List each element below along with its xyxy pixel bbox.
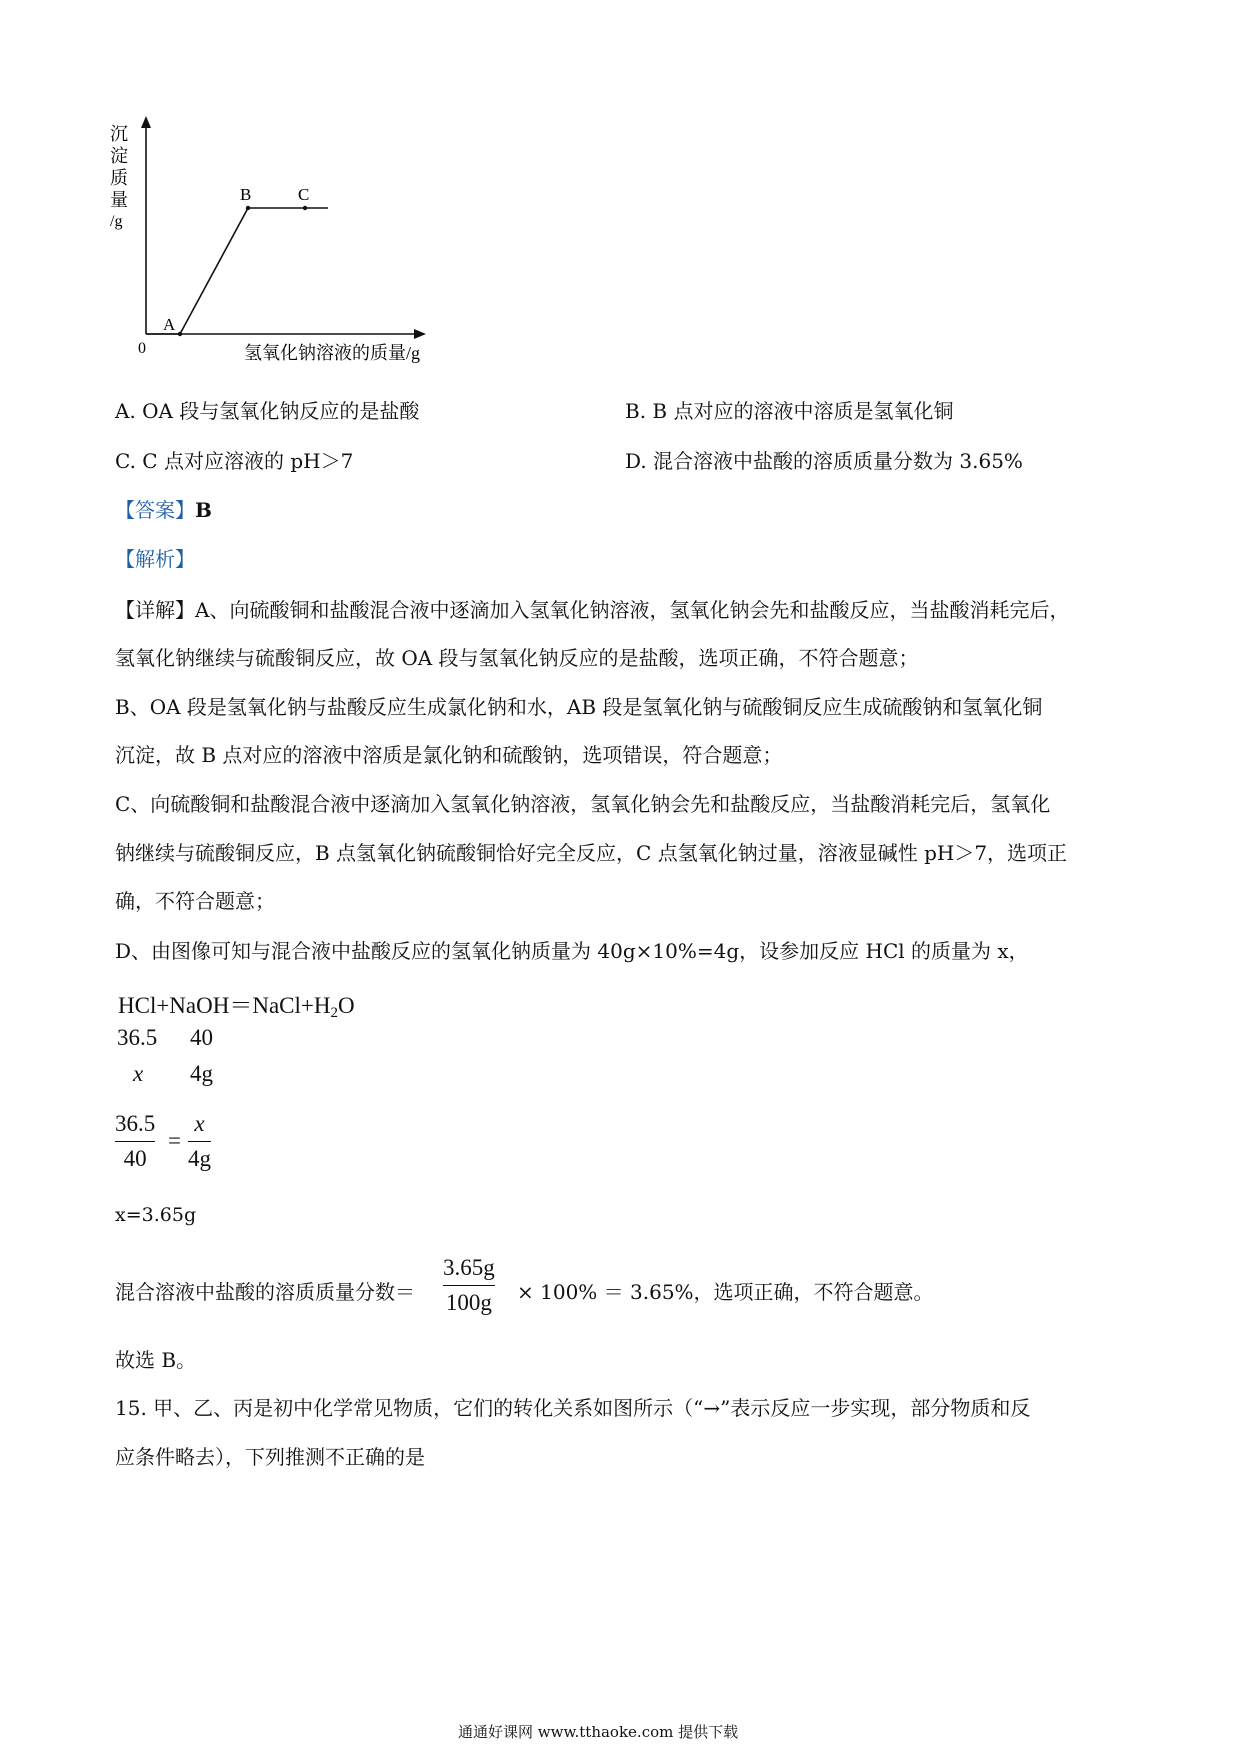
ylabel-char-2: 淀 — [110, 146, 128, 166]
answer-value: B — [195, 498, 212, 522]
page-footer: 通通好课网 www.tthaoke.com 提供下载 — [458, 1723, 739, 1741]
option-c: C. C 点对应溶液的 pH＞7 — [115, 449, 354, 473]
prop-left-den: 40 — [123, 1146, 147, 1171]
conclusion: 故选 B。 — [115, 1348, 197, 1372]
ylabel-char-3: 质 — [110, 168, 128, 188]
q15-line-2: 应条件略去），下列推测不正确的是 — [115, 1445, 425, 1469]
prop-left-bar — [115, 1141, 155, 1142]
graph-svg — [100, 110, 460, 370]
detail-line-7: 确，不符合题意； — [115, 889, 275, 913]
ylabel-char-1: 沉 — [110, 124, 128, 144]
unknown-x: x — [133, 1061, 144, 1086]
percent-den: 100g — [445, 1290, 492, 1315]
water-subscript: 2 — [330, 1005, 338, 1021]
given-4g: 4g — [190, 1061, 213, 1086]
prop-right-den: 4g — [188, 1146, 211, 1171]
origin-label: 0 — [138, 340, 146, 357]
analysis-tag: 【解析】 — [115, 547, 195, 571]
equation-main: HCl+NaOH＝NaCl+H — [118, 993, 331, 1018]
prop-left-num: 36.5 — [115, 1111, 156, 1136]
detail-line-8: D、由图像可知与混合液中盐酸反应的氢氧化钠质量为 40g×10%=4g，设参加反应 HCl 的质量为 x， — [115, 939, 1029, 963]
proportion-right — [188, 1110, 211, 1173]
proportion-left — [115, 1110, 155, 1173]
ylabel-unit: /g — [110, 213, 123, 230]
answer-line — [115, 500, 212, 520]
option-b: B. B 点对应的溶液中溶质是氢氧化铜 — [625, 399, 954, 423]
detail-line-6: 钠继续与硫酸铜反应，B 点氢氧化钠硫酸铜恰好完全反应，C 点氢氧化钠过量，溶液显碱性 pH＞7，选项正 — [115, 841, 1068, 865]
percent-num: 3.65g — [443, 1255, 495, 1280]
result-x: x=3.65g — [115, 1204, 197, 1226]
ylabel-char-4: 量 — [110, 190, 128, 210]
point-b — [246, 206, 250, 210]
percent-prefix: 混合溶液中盐酸的溶质质量分数＝ — [115, 1280, 415, 1304]
detail-line-2: 氢氧化钠继续与硫酸铜反应，故 OA 段与氢氧化钠反应的是盐酸，选项正确，不符合题意； — [115, 646, 919, 670]
x-axis-label: 氢氧化钠溶液的质量/g — [244, 343, 421, 363]
detail-line-5: C、向硫酸铜和盐酸混合液中逐滴加入氢氧化钠溶液，氢氧化钠会先和盐酸反应，当盐酸消耗完后，氢氧化 — [115, 792, 1051, 816]
point-a — [178, 332, 182, 336]
y-axis-arrow — [141, 116, 151, 128]
mass-hcl: 36.5 — [117, 1025, 158, 1050]
label-c: C — [298, 185, 310, 204]
precipitate-graph — [100, 110, 460, 370]
prop-equals: = — [168, 1128, 181, 1153]
detail-text-1: A、向硫酸铜和盐酸混合液中逐滴加入氢氧化钠溶液，氢氧化钠会先和盐酸反应，当盐酸消耗完后， — [195, 598, 1070, 622]
label-b: B — [240, 185, 252, 204]
mass-naoh: 40 — [190, 1025, 213, 1050]
chemical-equation — [118, 987, 355, 1022]
percent-fraction — [443, 1254, 495, 1317]
option-a: A. OA 段与氢氧化钠反应的是盐酸 — [115, 399, 420, 423]
label-a: A — [163, 315, 176, 334]
detail-line-4: 沉淀，故 B 点对应的溶液中溶质是氯化钠和硫酸钠，选项错误，符合题意； — [115, 743, 783, 767]
detail-line-3: B、OA 段是氢氧化钠与盐酸反应生成氯化钠和水，AB 段是氢氧化钠与硫酸铜反应生成硫酸钠和氢氧化铜 — [115, 695, 1043, 719]
answer-tag: 【答案】 — [115, 498, 195, 522]
equation-tail: O — [337, 993, 355, 1018]
option-d: D. 混合溶液中盐酸的溶质质量分数为 3.65% — [625, 449, 1023, 473]
percent-suffix: × 100% ＝ 3.65%，选项正确，不符合题意。 — [517, 1280, 934, 1304]
detail-line-1 — [115, 600, 1069, 620]
prop-right-bar — [188, 1141, 211, 1142]
percent-bar — [443, 1285, 495, 1286]
x-axis-arrow — [414, 329, 426, 339]
prop-right-num: x — [194, 1111, 205, 1136]
q15-line-1: 15. 甲、乙、丙是初中化学常见物质，它们的转化关系如图所示（“→”表示反应一步实现，部分物质和反 — [115, 1396, 1031, 1420]
point-c — [303, 206, 307, 210]
detail-tag: 【详解】 — [115, 598, 195, 622]
